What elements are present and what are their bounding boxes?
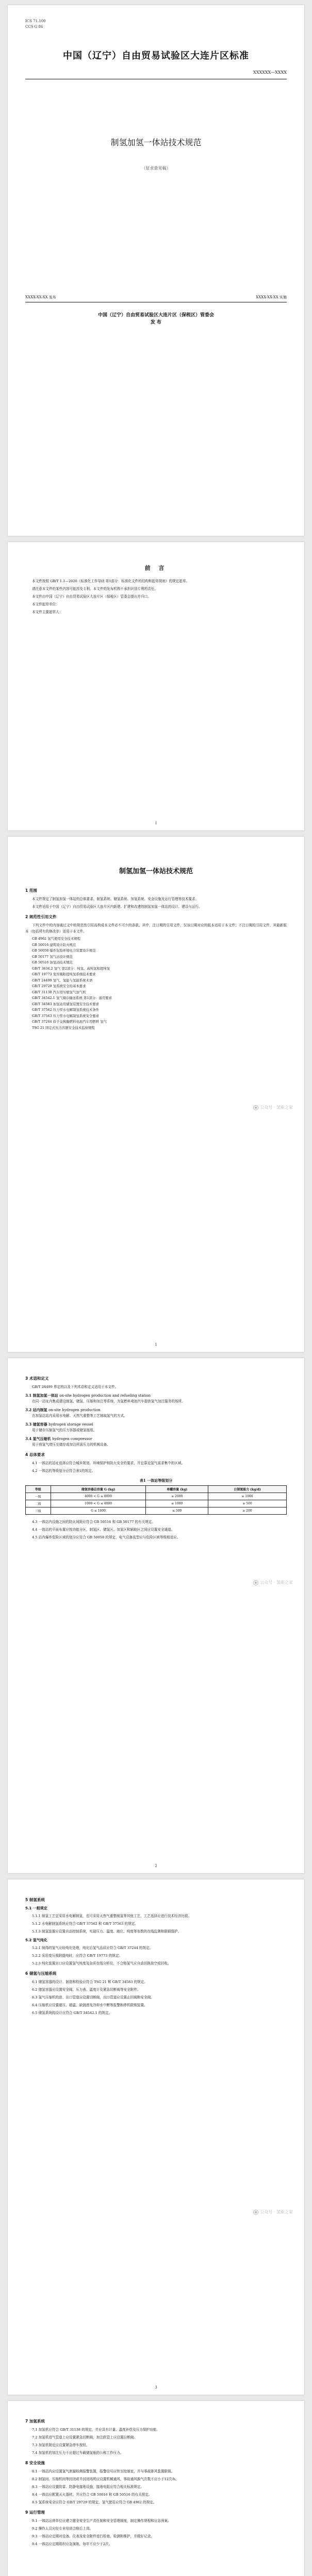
ics-code: ICS 71.100 [25, 19, 46, 23]
body-para: 4.1 一体站的站址选择应符合城乡规划、环境保护和防火安全的要求，并宜靠近氢气需求集中的区域。 [32, 1461, 185, 1465]
term-zh: 氢气压缩机 [32, 1436, 51, 1441]
body-para: 8.1 一体站内应设置氢气泄漏检测报警装置，报警信号应传至控制室，并与事故排风装置联锁。 [32, 2469, 175, 2473]
table-caption: 表1 一体站等级划分 [139, 1478, 173, 1483]
term-title [25, 1393, 287, 1398]
reference-item: GB/T 19773 变压吸附提纯氢系统技术要求 [32, 972, 96, 976]
body-para: 9.2 操作人员应经专业培训合格后上岗。 [32, 2527, 93, 2531]
body-para: 8.2 制氢间、压缩机间等封闭或半封闭场所应设置机械通风，事故通风换气次数不应小于12次/h。 [32, 2477, 179, 2481]
wechat-logo-icon [253, 1580, 258, 1585]
body-para: 6.4 压缩机应设置超压、超温、缺润滑及冷却水中断等报警和停机联锁装置。 [32, 2003, 147, 2007]
body-para: 8.3 一体站应设置防雷、防静电接地设施，接地电阻应符合相关标准规定。 [32, 2485, 144, 2489]
body-para: 6.5 储氢系统的设计应符合 GB/T 34542.1 的规定。 [32, 2011, 112, 2015]
body-para: 5.1.2 水电解制氢系统应符合 GB/T 37562 和 GB/T 37563 的规定。 [32, 1922, 138, 1926]
issuer-name: 中国（辽宁）自由贸易试验区大连片区（保税区）管委会 [97, 313, 214, 318]
reference-item: GB 50058 爆炸危险环境电力装置设计规范 [32, 948, 96, 953]
implementation-date: XXXX-XX-XX 实施 [256, 295, 287, 299]
term-zh: 制氢加氢一体站 [32, 1393, 58, 1398]
table-header-cell: 等级 [26, 1486, 51, 1493]
table-body [26, 1493, 287, 1515]
reference-item: GB/T 37562 压力型水电解制氢系统技术条件 [32, 1008, 100, 1012]
table-header-row [26, 1486, 287, 1493]
table-cell: ≤ 2000 [146, 1493, 208, 1500]
table-header-cell: 单罐容量 (kg) [146, 1486, 208, 1493]
issuer-action: 发 布 [150, 320, 162, 325]
watermark [253, 1105, 293, 1110]
body-para: 9.4 一体站应定期组织应急演练，每年不应少于2次。 [32, 2542, 112, 2546]
body-para: 9.1 一体站运营单位应建立健全安全生产责任制和安全管理制度，制定操作规程和应急预案。 [32, 2519, 171, 2523]
term-en: hydrogen storage vessel [48, 1422, 93, 1427]
body-para: 本文件规定了制氢加氢一体站的总体要求、制氢系统、储氢系统、加氢系统、安全设施及运行管理等技术要求。 [32, 897, 199, 901]
watermark-text: 公众号 · 氢能之家 [260, 2210, 293, 2214]
watermark [253, 1580, 293, 1585]
watermark-text: 公众号 · 氢能之家 [260, 1105, 293, 1110]
page-number: 1 [155, 1343, 157, 1347]
draft-label: （征求意见稿） [141, 166, 171, 171]
reference-item: GB 50177 氢气站设计规范 [32, 954, 73, 959]
cover-dates [25, 295, 287, 300]
reference-item: GB 50516 加氢站技术规范 [32, 960, 73, 964]
table-cell: ≥ 1000 [208, 1493, 286, 1500]
term-zh: 储氢容器 [32, 1422, 47, 1427]
body-para: 5.2.3 纯化装置出口应设置氢气纯度及杂质在线分析仪，不合格氢气应自动切换放空或回收。 [32, 1961, 171, 1965]
term-definition: 用于储存压缩氢气的压力容器或储氢瓶组。 [32, 1428, 97, 1432]
cover-page [8, 5, 304, 536]
section-heading: 1 范围 [25, 888, 37, 893]
section-heading: 7 加氢系统 [25, 2419, 45, 2424]
table-cell: G ≤ 1000 [51, 1507, 146, 1515]
foreword-heading: 前 言 [144, 565, 168, 571]
body-para: 5.1.1 制氢工艺宜采用水电解制氢，也可采用天然气重整制氢等其他工艺，工艺选择应进行技术经济比较。 [32, 1914, 191, 1918]
watermark [253, 2209, 293, 2215]
section-heading: 4 总体要求 [25, 1452, 45, 1457]
body-para: 4.2 一体站的等级划分应符合表1的规定。 [32, 1469, 95, 1473]
body-page-4 [8, 2401, 304, 2576]
body-para: 7.1 加氢机应符合 GB/T 31138 的规定，并应具有计量、温度补偿及压力保护功能。 [32, 2428, 160, 2432]
body-para: 6.1 储氢容器的设计、制造和检验应符合 TSG 21 和 GB/T 34583 的规定。 [32, 1980, 147, 1984]
foreword-para: 本文件由中国（辽宁）自由贸易试验区大连片区（保税区）管委会提出并归口。 [32, 595, 151, 599]
term-en: on-site hydrogen production and refueling station [59, 1394, 151, 1398]
foreword-para: 本文件起草单位： [32, 602, 59, 606]
term-definition: 用于将氢气增压至储存或加注所需压力的机械设备。 [32, 1443, 110, 1447]
body-page-3 [8, 1879, 304, 2395]
reference-item: GB/T 34542.1 氢气储存输送系统 第1部分：通用要求 [32, 996, 112, 1000]
section-heading: 3 术语和定义 [25, 1376, 49, 1381]
term-number: 3.1 [25, 1393, 32, 1398]
section-heading: 8 安全设施 [25, 2461, 45, 2465]
table-cell: ≤ 500 [146, 1507, 208, 1515]
reference-item: GB/T 37563 压力型水电解制氢系统安全要求 [32, 1013, 100, 1018]
body-para: 5.1.3 制氢装置应设置自动控制系统，实现压力、温度、液位、纯度等参数的在线监测和联锁保护。 [32, 1929, 182, 1934]
table-header-cell: 日制氢能力 (kg/d) [208, 1486, 286, 1493]
table-cell: 4000 < G ≤ 8000 [51, 1493, 146, 1500]
wechat-logo-icon [253, 1105, 258, 1110]
body-para: 本文件适用于中国（辽宁）自由贸易试验区大连片区内新建、扩建和改建的制氢加氢一体站的设计、建设与运行。 [32, 905, 202, 909]
body-para: 6.2 储氢容器应设置安全阀、压力表、温度计及紧急切断阀等安全附件。 [32, 1988, 141, 1992]
body-para: 5.2.1 制得的氢气应经纯化处理，纯化后氢气品质应符合 GB/T 37244 的规定。 [32, 1946, 153, 1950]
body-para: GB/T 24499 界定的以及下列术语和定义适用于本文件。 [32, 1385, 119, 1389]
term-title [25, 1408, 287, 1413]
table-cell: 二级 [26, 1500, 51, 1507]
reference-item: GB/T 29729 氢系统安全的基本要求 [32, 984, 86, 988]
foreword-page [8, 542, 304, 831]
reference-item: TSG 21 固定式压力容器安全技术监察规程 [32, 1025, 95, 1030]
page-number: 3 [155, 2385, 157, 2389]
standard-number: XXXXXX—XXXX [253, 70, 287, 75]
section-heading: 9 运行管理 [25, 2510, 45, 2515]
table-cell: ≤ 1000 [146, 1500, 208, 1507]
table-header-cell: 储氢容器总容量 G (kg) [51, 1486, 146, 1493]
term-number: 3.2 [25, 1408, 32, 1412]
subsection-heading: 5.2 氢气纯化 [25, 1938, 47, 1942]
section-heading: 6 储氢与压缩系统 [25, 1971, 57, 1976]
table-row [26, 1500, 287, 1507]
term-title [25, 1422, 287, 1427]
table-cell: ≥ 200 [208, 1507, 286, 1515]
cover-title: 中国（辽宁）自由贸易试验区大连片区标准 [63, 50, 249, 61]
table-cell: 一级 [26, 1493, 51, 1500]
body-para: 7.4 加氢机的加注压力不应超过车载储氢瓶的公称工作压力。 [32, 2451, 124, 2455]
reference-item: GB 4962 氢气使用安全技术规程 [32, 937, 81, 941]
wechat-logo-icon [253, 2210, 258, 2215]
body-para: 7.3 加氢机附近应设置紧急停车按钮。 [32, 2443, 90, 2447]
page-number: 2 [155, 1864, 157, 1868]
page-number: I [155, 821, 157, 825]
reference-item: GB/T 37244 质子交换膜燃料电池汽车用燃料 氢气 [32, 1020, 107, 1024]
term-en: on-site hydrogen production [48, 1408, 101, 1412]
table-cell: 三级 [26, 1507, 51, 1515]
body-page-1 [8, 837, 304, 1352]
body-page-2 [8, 1358, 304, 1873]
term-definition: 在同一站址内集成建设制氢、储氢、压缩和加注等系统，为氢燃料电池汽车提供氢气加注服务的场所。 [32, 1399, 185, 1403]
reference-item: GB 50016 建筑设计防火规范 [32, 942, 76, 947]
table-row [26, 1507, 287, 1515]
body-title: 制氢加氢一体站技术规范 [119, 868, 193, 875]
term-en: hydrogen compressor [52, 1437, 92, 1441]
term-zh: 站内制氢 [32, 1408, 47, 1412]
body-para: 9.3 一体站应定期对设备、仪表及安全附件进行检查、检测和维护，并做好记录。 [32, 2534, 154, 2538]
body-para: 6.3 氢气压缩机的进、出口管道应设置切断阀，出口管道应设置止回阀和安全阀。 [32, 1995, 154, 1999]
section-heading: 2 规范性引用文件 [25, 914, 57, 919]
foreword-para: 请注意本文件的某些内容可能涉及专利。本文件的发布机构不承担识别专利的责任。 [32, 587, 158, 591]
body-para: 8.4 一体站应配置灭火器材，并应符合 GB 50016 和 GB 50516 的有关规定。 [32, 2493, 152, 2497]
reference-item: GB/T 3634.2 氢气 第2部分：纯氢、高纯氢和超纯氢 [32, 966, 110, 971]
table-row [26, 1493, 287, 1500]
issuer [25, 312, 287, 326]
reference-item: GB/T 24499 氢气、氢能与氢能系统术语 [32, 978, 93, 982]
release-date: XXXX-XX-XX 发布 [25, 295, 56, 299]
ccs-code: CCS G 86 [25, 25, 43, 29]
reference-list [25, 936, 287, 1031]
watermark-text: 公众号 · 氢能之家 [260, 1580, 293, 1585]
body-para: 4.5 站内爆炸危险区域的划分应符合 GB 50058 的规定，电气设备选型应与危险区域等级相适应。 [32, 1535, 180, 1539]
term-title [25, 1436, 287, 1442]
term-number: 3.3 [25, 1422, 32, 1427]
foreword-para: 本文件按照 GB/T 1.1—2020《标准化工作导则 第1部分：标准化文件的结构和起草规则》的规定起草。 [32, 579, 190, 583]
reference-item: GB/T 34583 加氢站用储氢装置安全技术要求 [32, 1002, 100, 1006]
body-para: 8.5 氢系统安全应符合 GB/T 29729 的规定，氢气使用应符合 GB 4962 的规定。 [32, 2500, 157, 2504]
body-para: 4.4 一体站的平面布置应按功能分区，制氢区、储氢区、加氢区和辅助区之间应设置安全通道。 [32, 1528, 175, 1532]
standard-name: 制氢加氢一体站技术规范 [110, 138, 202, 147]
body-para: 下列文件中的内容通过文中的规范性引用而构成本文件必不可少的条款。其中，注日期的引用文件，仅该日期对应的版本适用于本文件；不注日期的引用文件，其最新版本（包括所有的修改单）适用于本文件。 [25, 923, 287, 934]
grade-table [25, 1485, 287, 1515]
section-heading: 5 制氢系统 [25, 1897, 45, 1902]
reference-item: GB/T 31138 汽车用压缩氢气加气机 [32, 990, 86, 994]
foreword-para: 本文件主要起草人： [32, 610, 63, 614]
body-para: 5.2.2 采用变压吸附提纯时，应符合 GB/T 19773 的规定。 [32, 1954, 122, 1958]
body-para: 4.3 一体站内设施之间的防火间距应符合 GB 50516 和 GB 50177 的有关规定。 [32, 1520, 155, 1524]
table-cell: ≥ 500 [208, 1500, 286, 1507]
term-list [25, 1393, 287, 1448]
subsection-heading: 5.1 一般规定 [25, 1906, 47, 1910]
term-definition: 在加氢站站内采用水电解、天然气重整等工艺制取氢气的方式。 [32, 1414, 127, 1418]
table-cell: 1000 < G ≤ 4000 [51, 1500, 146, 1507]
body-para: 7.2 加氢机进气管道上应设置紧急切断阀，加注软管上应设置拉断阀。 [32, 2435, 137, 2439]
term-number: 3.4 [25, 1436, 32, 1441]
